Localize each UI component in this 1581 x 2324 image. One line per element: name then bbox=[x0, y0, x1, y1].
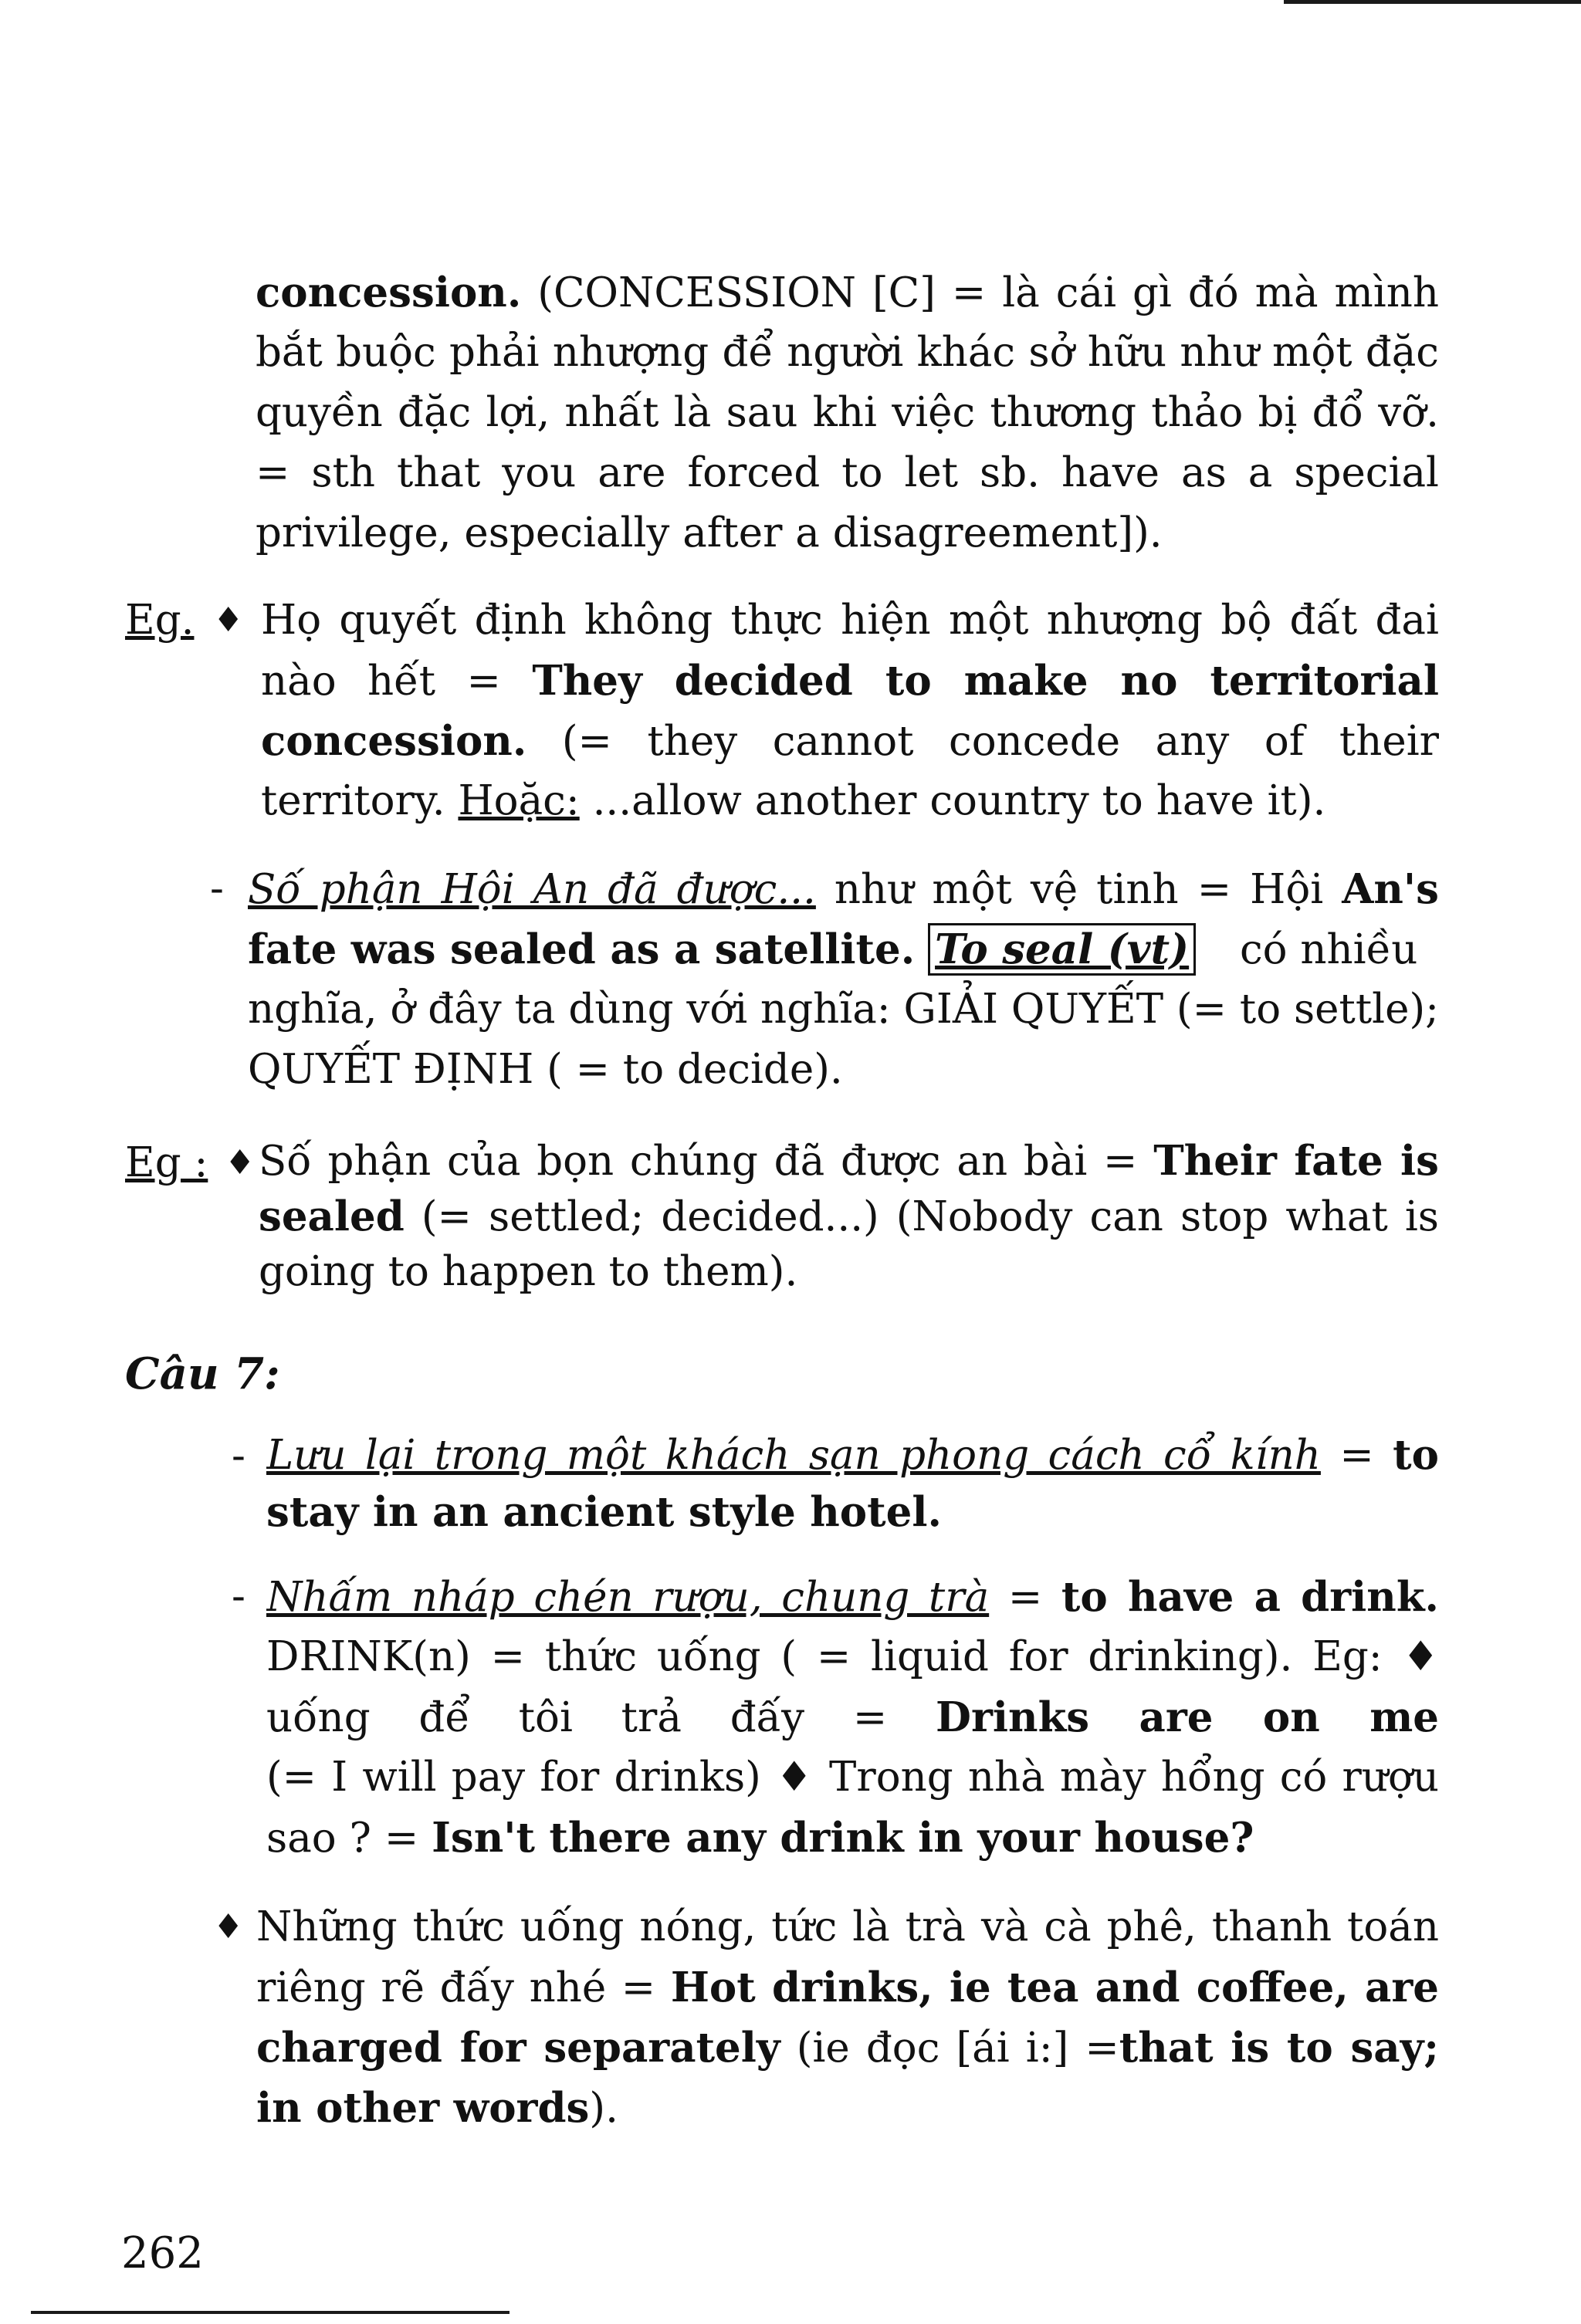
top-rule bbox=[1284, 0, 1581, 4]
text-line: privilege, especially after a disagreement]). bbox=[256, 509, 1163, 556]
text-line bbox=[261, 711, 1439, 771]
translation-bold: Isn't there any drink in your house? bbox=[432, 1814, 1254, 1862]
phrase-italic: Số phận Hội An đã được... bbox=[248, 866, 816, 913]
text-line bbox=[256, 262, 1439, 323]
text-line: quyền đặc lợi, nhất là sau khi việc thương thảo bị đổ vỡ. bbox=[256, 389, 1439, 436]
text-span: như một vệ tinh = Hội bbox=[815, 866, 1342, 913]
text-span: (= settled; decided...) (Nobody can stop what is bbox=[404, 1193, 1439, 1240]
text-span: Số phận của bọn chúng đã được an bài = bbox=[259, 1138, 1154, 1185]
example-fate bbox=[259, 1133, 1439, 1300]
translation-bold: They decided to make no territorial bbox=[532, 657, 1439, 705]
underlined-word: Hoặc: bbox=[458, 777, 580, 824]
text-line bbox=[266, 1483, 1439, 1541]
text-line bbox=[256, 2078, 1439, 2138]
text-line: Những thức uống nóng, tức là trà và cà phê, thanh toán bbox=[256, 1903, 1439, 1950]
text-span: territory. bbox=[261, 777, 459, 824]
text-line bbox=[259, 1133, 1439, 1189]
phrase-italic: Lưu lại trong một khách sạn phong cách cổ kính bbox=[266, 1432, 1321, 1479]
text-line: going to happen to them). bbox=[259, 1248, 798, 1295]
translation-bold: An's bbox=[1342, 865, 1439, 913]
page-number: 262 bbox=[121, 2228, 204, 2278]
text-span: riêng rẽ đấy nhé = bbox=[256, 1964, 671, 2011]
text-span: sao ? = bbox=[266, 1815, 432, 1862]
text-span: (= they cannot concede any of their bbox=[526, 718, 1439, 765]
translation-bold: that is to say; bbox=[1119, 2024, 1439, 2072]
text-line bbox=[266, 1567, 1439, 1627]
bullet-diamond: ♦ bbox=[225, 1143, 256, 1182]
text-line bbox=[261, 651, 1439, 711]
text-line: Họ quyết định không thực hiện một nhượng bộ đất đai bbox=[261, 597, 1439, 644]
text-line bbox=[256, 1957, 1439, 2018]
bottom-rule bbox=[31, 2311, 510, 2314]
text-line: (= I will pay for drinks) ♦ Trong nhà mày hổng có rượu bbox=[266, 1754, 1439, 1801]
text-line bbox=[259, 1189, 1439, 1244]
text-line: QUYẾT ĐỊNH ( = to decide). bbox=[248, 1046, 843, 1093]
text-span: (ie đọc [ái i:] = bbox=[780, 2025, 1119, 2072]
text-line bbox=[266, 1808, 1439, 1868]
translation-bold: Drinks are on me bbox=[936, 1693, 1439, 1741]
list-dash: - bbox=[232, 1573, 245, 1620]
paragraph-drink bbox=[266, 1567, 1439, 1868]
text-line bbox=[248, 919, 1439, 979]
text-line bbox=[248, 859, 1439, 919]
translation-bold: in other words bbox=[256, 2084, 590, 2132]
translation-bold: to bbox=[1393, 1431, 1439, 1479]
text-span: (CONCESSION [C] = là cái gì đó mà mình bbox=[521, 269, 1439, 316]
text-span: có nhiều bbox=[1227, 926, 1418, 973]
list-dash: - bbox=[210, 865, 224, 912]
example-label: Eg. bbox=[125, 597, 195, 644]
paragraph-seal bbox=[248, 859, 1439, 1100]
text-line: DRINK(n) = thức uống ( = liquid for drinking). Eg: ♦ bbox=[266, 1633, 1439, 1680]
translation-bold: Their fate is bbox=[1153, 1137, 1439, 1185]
text-span: uống để tôi trả đấy = bbox=[266, 1694, 936, 1741]
text-span: ...allow another country to have it). bbox=[579, 777, 1326, 824]
text-span: = bbox=[989, 1574, 1061, 1621]
phrase-italic: Nhấm nháp chén rượu, chung trà bbox=[266, 1574, 990, 1621]
bullet-diamond: ♦ bbox=[213, 1907, 244, 1947]
paragraph-hot-drinks bbox=[256, 1897, 1439, 2138]
paragraph-hotel bbox=[266, 1426, 1439, 1541]
paragraph-concession bbox=[256, 262, 1439, 563]
text-line: = sth that you are forced to let sb. have as a special bbox=[256, 449, 1439, 496]
translation-bold: fate was sealed as a satellite. bbox=[248, 925, 916, 973]
text-line bbox=[261, 771, 1439, 831]
text-line bbox=[266, 1426, 1439, 1483]
section-heading: Câu 7: bbox=[125, 1348, 280, 1399]
text-line bbox=[256, 2018, 1439, 2078]
boxed-term: To seal (vt) bbox=[928, 923, 1196, 976]
example-label: Eg : bbox=[125, 1139, 208, 1186]
text-line: nghĩa, ở đây ta dùng với nghĩa: GIẢI QUYẾT (= to settle); bbox=[248, 986, 1439, 1033]
translation-bold: Hot drinks, ie tea and coffee, are bbox=[670, 1964, 1439, 2011]
term-bold: concession. bbox=[256, 269, 522, 316]
translation-bold: concession. bbox=[261, 717, 527, 765]
text-span: = bbox=[1320, 1432, 1393, 1479]
example-territorial bbox=[261, 590, 1439, 831]
list-dash: - bbox=[232, 1433, 245, 1480]
translation-bold: to have a drink. bbox=[1061, 1573, 1439, 1621]
text-span: nào hết = bbox=[261, 658, 533, 705]
translation-bold: charged for separately bbox=[256, 2024, 780, 2072]
bullet-diamond: ♦ bbox=[213, 600, 244, 640]
text-line bbox=[266, 1687, 1439, 1747]
translation-bold: stay in an ancient style hotel. bbox=[266, 1488, 942, 1536]
text-line: bắt buộc phải nhượng để người khác sở hữu như một đặc bbox=[256, 329, 1439, 376]
text-span: ). bbox=[589, 2085, 618, 2132]
translation-bold: sealed bbox=[259, 1192, 405, 1240]
